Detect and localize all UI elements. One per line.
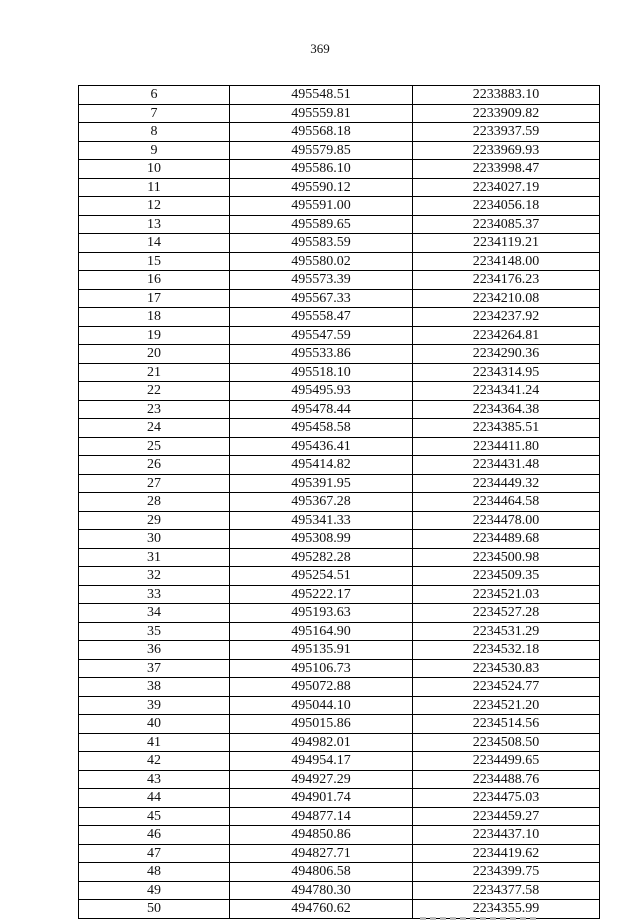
x-coordinate-cell: 495547.59 — [230, 326, 413, 345]
point-number-cell: 37 — [79, 659, 230, 678]
y-coordinate-cell: 2233969.93 — [413, 141, 600, 160]
point-number-cell: 39 — [79, 696, 230, 715]
point-number-cell: 38 — [79, 678, 230, 697]
x-coordinate-cell: 495558.47 — [230, 308, 413, 327]
point-number-cell: 40 — [79, 715, 230, 734]
table-row — [79, 252, 600, 271]
y-coordinate-cell: 2234210.08 — [413, 289, 600, 308]
y-coordinate-cell: 2234521.20 — [413, 696, 600, 715]
point-number-cell: 46 — [79, 826, 230, 845]
table-row — [79, 474, 600, 493]
point-number-cell: 25 — [79, 437, 230, 456]
point-number-cell: 43 — [79, 770, 230, 789]
x-coordinate-cell: 495579.85 — [230, 141, 413, 160]
point-number-cell: 21 — [79, 363, 230, 382]
table-row — [79, 770, 600, 789]
x-coordinate-cell: 495164.90 — [230, 622, 413, 641]
point-number-cell: 23 — [79, 400, 230, 419]
y-coordinate-cell: 2234499.65 — [413, 752, 600, 771]
table-row — [79, 160, 600, 179]
x-coordinate-cell: 495436.41 — [230, 437, 413, 456]
x-coordinate-cell: 495567.33 — [230, 289, 413, 308]
table-row — [79, 363, 600, 382]
point-number-cell: 24 — [79, 419, 230, 438]
table-row — [79, 548, 600, 567]
y-coordinate-cell: 2234364.38 — [413, 400, 600, 419]
y-coordinate-cell: 2234341.24 — [413, 382, 600, 401]
x-coordinate-cell: 495573.39 — [230, 271, 413, 290]
x-coordinate-cell: 495391.95 — [230, 474, 413, 493]
point-number-cell: 20 — [79, 345, 230, 364]
y-coordinate-cell: 2234508.50 — [413, 733, 600, 752]
table-row — [79, 345, 600, 364]
x-coordinate-cell: 495367.28 — [230, 493, 413, 512]
y-coordinate-cell: 2234475.03 — [413, 789, 600, 808]
y-coordinate-cell: 2234532.18 — [413, 641, 600, 660]
table-row — [79, 400, 600, 419]
table-row — [79, 308, 600, 327]
point-number-cell: 6 — [79, 86, 230, 105]
x-coordinate-cell: 495044.10 — [230, 696, 413, 715]
point-number-cell: 32 — [79, 567, 230, 586]
point-number-cell: 33 — [79, 585, 230, 604]
point-number-cell: 22 — [79, 382, 230, 401]
table-row — [79, 234, 600, 253]
x-coordinate-cell: 495072.88 — [230, 678, 413, 697]
y-coordinate-cell: 2233909.82 — [413, 104, 600, 123]
table-row — [79, 382, 600, 401]
y-coordinate-cell: 2234148.00 — [413, 252, 600, 271]
x-coordinate-cell: 495106.73 — [230, 659, 413, 678]
y-coordinate-cell: 2234085.37 — [413, 215, 600, 234]
x-coordinate-cell: 495533.86 — [230, 345, 413, 364]
table-row — [79, 900, 600, 919]
y-coordinate-cell: 2234509.35 — [413, 567, 600, 586]
point-number-cell: 49 — [79, 881, 230, 900]
y-coordinate-cell: 2234385.51 — [413, 419, 600, 438]
table-row — [79, 271, 600, 290]
x-coordinate-cell: 494901.74 — [230, 789, 413, 808]
point-number-cell: 27 — [79, 474, 230, 493]
table-row — [79, 86, 600, 105]
table-row — [79, 567, 600, 586]
y-coordinate-cell: 2234411.80 — [413, 437, 600, 456]
x-coordinate-cell: 494780.30 — [230, 881, 413, 900]
x-coordinate-cell: 494760.62 — [230, 900, 413, 919]
point-number-cell: 8 — [79, 123, 230, 142]
x-coordinate-cell: 495568.18 — [230, 123, 413, 142]
table-row — [79, 215, 600, 234]
table-row — [79, 326, 600, 345]
table-row — [79, 659, 600, 678]
point-number-cell: 17 — [79, 289, 230, 308]
point-number-cell: 47 — [79, 844, 230, 863]
y-coordinate-cell: 2234514.56 — [413, 715, 600, 734]
table-row — [79, 678, 600, 697]
point-number-cell: 11 — [79, 178, 230, 197]
coordinates-table — [78, 85, 600, 919]
y-coordinate-cell: 2234419.62 — [413, 844, 600, 863]
y-coordinate-cell: 2234355.99 — [413, 900, 600, 919]
table-row — [79, 789, 600, 808]
point-number-cell: 50 — [79, 900, 230, 919]
x-coordinate-cell: 495254.51 — [230, 567, 413, 586]
table-row — [79, 604, 600, 623]
table-row — [79, 141, 600, 160]
x-coordinate-cell: 495591.00 — [230, 197, 413, 216]
point-number-cell: 14 — [79, 234, 230, 253]
point-number-cell: 28 — [79, 493, 230, 512]
point-number-cell: 35 — [79, 622, 230, 641]
y-coordinate-cell: 2234521.03 — [413, 585, 600, 604]
x-coordinate-cell: 494877.14 — [230, 807, 413, 826]
point-number-cell: 31 — [79, 548, 230, 567]
table-row — [79, 733, 600, 752]
x-coordinate-cell: 494927.29 — [230, 770, 413, 789]
y-coordinate-cell: 2234377.58 — [413, 881, 600, 900]
y-coordinate-cell: 2234524.77 — [413, 678, 600, 697]
y-coordinate-cell: 2234478.00 — [413, 511, 600, 530]
coordinates-table-body — [79, 86, 600, 919]
table-row — [79, 104, 600, 123]
point-number-cell: 9 — [79, 141, 230, 160]
y-coordinate-cell: 2234314.95 — [413, 363, 600, 382]
point-number-cell: 42 — [79, 752, 230, 771]
y-coordinate-cell: 2234264.81 — [413, 326, 600, 345]
table-row — [79, 752, 600, 771]
table-row — [79, 844, 600, 863]
y-coordinate-cell: 2234489.68 — [413, 530, 600, 549]
point-number-cell: 29 — [79, 511, 230, 530]
x-coordinate-cell: 495193.63 — [230, 604, 413, 623]
point-number-cell: 13 — [79, 215, 230, 234]
table-row — [79, 178, 600, 197]
y-coordinate-cell: 2234176.23 — [413, 271, 600, 290]
x-coordinate-cell: 495559.81 — [230, 104, 413, 123]
y-coordinate-cell: 2234431.48 — [413, 456, 600, 475]
point-number-cell: 16 — [79, 271, 230, 290]
page-number: 369 — [310, 41, 330, 56]
y-coordinate-cell: 2234399.75 — [413, 863, 600, 882]
table-row — [79, 437, 600, 456]
scan-artifact — [420, 917, 540, 920]
point-number-cell: 41 — [79, 733, 230, 752]
y-coordinate-cell: 2234488.76 — [413, 770, 600, 789]
point-number-cell: 19 — [79, 326, 230, 345]
table-row — [79, 622, 600, 641]
x-coordinate-cell: 495135.91 — [230, 641, 413, 660]
table-row — [79, 530, 600, 549]
table-row — [79, 197, 600, 216]
y-coordinate-cell: 2234449.32 — [413, 474, 600, 493]
x-coordinate-cell: 495518.10 — [230, 363, 413, 382]
x-coordinate-cell: 494806.58 — [230, 863, 413, 882]
y-coordinate-cell: 2234527.28 — [413, 604, 600, 623]
y-coordinate-cell: 2233883.10 — [413, 86, 600, 105]
y-coordinate-cell: 2233937.59 — [413, 123, 600, 142]
y-coordinate-cell: 2234437.10 — [413, 826, 600, 845]
y-coordinate-cell: 2234290.36 — [413, 345, 600, 364]
point-number-cell: 34 — [79, 604, 230, 623]
x-coordinate-cell: 495222.17 — [230, 585, 413, 604]
table-row — [79, 641, 600, 660]
x-coordinate-cell: 495586.10 — [230, 160, 413, 179]
table-row — [79, 881, 600, 900]
table-row — [79, 715, 600, 734]
x-coordinate-cell: 495341.33 — [230, 511, 413, 530]
x-coordinate-cell: 494954.17 — [230, 752, 413, 771]
point-number-cell: 18 — [79, 308, 230, 327]
y-coordinate-cell: 2234459.27 — [413, 807, 600, 826]
point-number-cell: 48 — [79, 863, 230, 882]
y-coordinate-cell: 2233998.47 — [413, 160, 600, 179]
y-coordinate-cell: 2234464.58 — [413, 493, 600, 512]
x-coordinate-cell: 495590.12 — [230, 178, 413, 197]
table-row — [79, 456, 600, 475]
x-coordinate-cell: 494982.01 — [230, 733, 413, 752]
y-coordinate-cell: 2234531.29 — [413, 622, 600, 641]
y-coordinate-cell: 2234500.98 — [413, 548, 600, 567]
point-number-cell: 44 — [79, 789, 230, 808]
point-number-cell: 36 — [79, 641, 230, 660]
point-number-cell: 30 — [79, 530, 230, 549]
x-coordinate-cell: 495589.65 — [230, 215, 413, 234]
table-row — [79, 826, 600, 845]
point-number-cell: 10 — [79, 160, 230, 179]
table-row — [79, 419, 600, 438]
x-coordinate-cell: 495015.86 — [230, 715, 413, 734]
y-coordinate-cell: 2234119.21 — [413, 234, 600, 253]
table-row — [79, 123, 600, 142]
x-coordinate-cell: 495282.28 — [230, 548, 413, 567]
x-coordinate-cell: 495458.58 — [230, 419, 413, 438]
x-coordinate-cell: 495583.59 — [230, 234, 413, 253]
table-row — [79, 493, 600, 512]
table-row — [79, 863, 600, 882]
point-number-cell: 7 — [79, 104, 230, 123]
x-coordinate-cell: 495580.02 — [230, 252, 413, 271]
y-coordinate-cell: 2234237.92 — [413, 308, 600, 327]
table-row — [79, 585, 600, 604]
point-number-cell: 15 — [79, 252, 230, 271]
y-coordinate-cell: 2234056.18 — [413, 197, 600, 216]
x-coordinate-cell: 494850.86 — [230, 826, 413, 845]
x-coordinate-cell: 495478.44 — [230, 400, 413, 419]
table-row — [79, 807, 600, 826]
point-number-cell: 45 — [79, 807, 230, 826]
x-coordinate-cell: 495414.82 — [230, 456, 413, 475]
point-number-cell: 26 — [79, 456, 230, 475]
point-number-cell: 12 — [79, 197, 230, 216]
x-coordinate-cell: 495548.51 — [230, 86, 413, 105]
table-row — [79, 696, 600, 715]
x-coordinate-cell: 495308.99 — [230, 530, 413, 549]
x-coordinate-cell: 495495.93 — [230, 382, 413, 401]
y-coordinate-cell: 2234027.19 — [413, 178, 600, 197]
table-row — [79, 511, 600, 530]
table-row — [79, 289, 600, 308]
y-coordinate-cell: 2234530.83 — [413, 659, 600, 678]
x-coordinate-cell: 494827.71 — [230, 844, 413, 863]
